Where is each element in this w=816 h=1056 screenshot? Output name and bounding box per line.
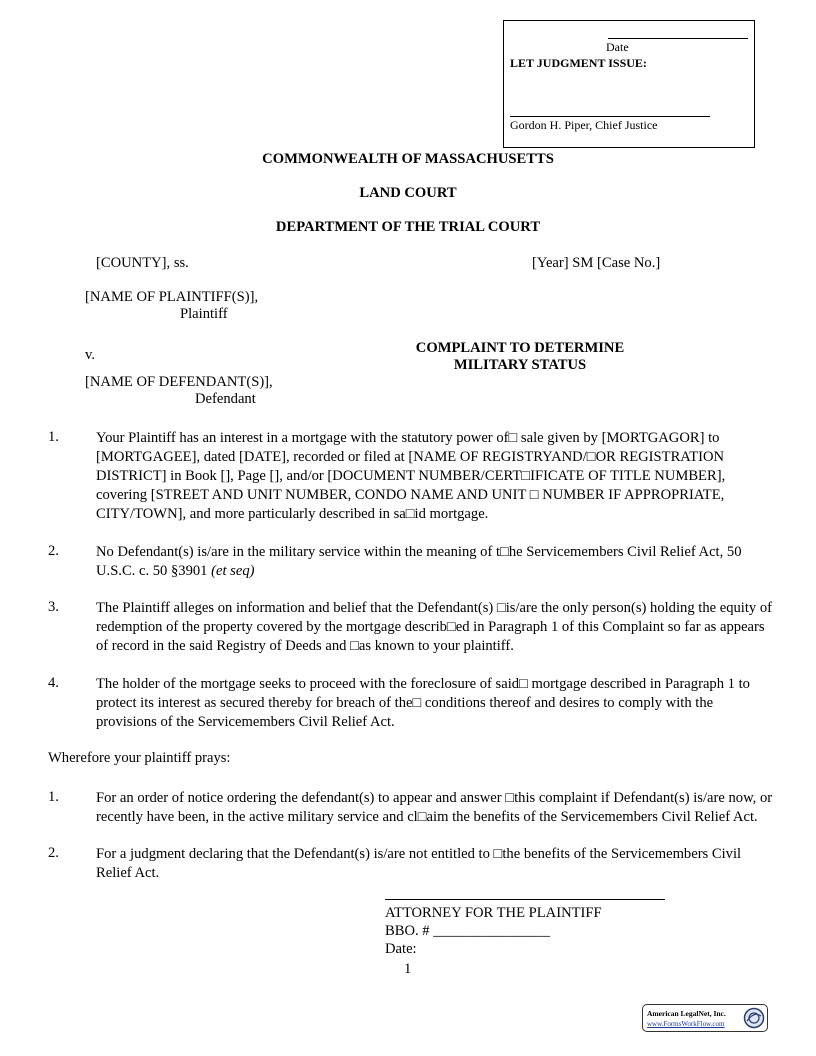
paragraph-2-text: No Defendant(s) is/are in the military service within the meaning of t□he Servicemembers Civil Relief Act, 50 U.S.C. c. 50 §3901 bbox=[96, 544, 742, 579]
american-legalnet-logo[interactable] bbox=[642, 1004, 768, 1032]
prayer-1: For an order of notice ordering the defendant(s) to appear and answer □this complaint if Defendant(s) is/are now, or recently have been, in the active military service and cl□aim the benefits of the Servicemembers Civil Relief Act. bbox=[96, 790, 773, 825]
court-heading: LAND COURT bbox=[359, 185, 457, 201]
wherefore-clause: Wherefore your plaintiff prays: bbox=[48, 750, 231, 766]
department-heading: DEPARTMENT OF THE TRIAL COURT bbox=[275, 219, 541, 235]
chief-justice-name: Gordon H. Piper, Chief Justice bbox=[510, 118, 658, 132]
judgment-box bbox=[503, 20, 755, 148]
page-number: 1 bbox=[404, 961, 412, 977]
justice-signature-line bbox=[510, 116, 710, 117]
defendant-name: [NAME OF DEFENDANT(S)], bbox=[85, 374, 273, 390]
bbo-number: BBO. # ________________ bbox=[385, 923, 550, 939]
prayer-number: 1. bbox=[48, 789, 59, 805]
attorney-signature-line bbox=[385, 899, 665, 900]
paragraph-2 bbox=[96, 543, 776, 581]
paragraph-3: The Plaintiff alleges on information and belief that the Defendant(s) □is/are the only person(s) holding the equity of redemption of the property covered by the mortgage describ□ed in Paragraph 1 of this Complaint so far as appears of record in the said Registry of Deeds and □as known to your plaintiff. bbox=[96, 600, 773, 654]
logo-company-name: American LegalNet, Inc. bbox=[647, 1009, 726, 1018]
let-judgment-issue: LET JUDGMENT ISSUE: bbox=[510, 56, 647, 70]
complaint-title-line1: COMPLAINT TO DETERMINE bbox=[415, 340, 625, 356]
county: [COUNTY], ss. bbox=[96, 255, 189, 271]
paragraph-2-italic: (et seq) bbox=[211, 563, 255, 579]
complaint-title bbox=[380, 340, 660, 374]
paragraph-number: 3. bbox=[48, 599, 59, 615]
paragraph-number: 2. bbox=[48, 543, 59, 559]
defendant-role: Defendant bbox=[195, 391, 256, 407]
paragraph-4: The holder of the mortgage seeks to proceed with the foreclosure of said□ mortgage described in Paragraph 1 to protect its interest as secured thereby for breach of the□ conditions thereof and desires to comply with the provisions of the Servicemembers Civil Relief Act. bbox=[96, 676, 750, 730]
globe-icon bbox=[743, 1007, 765, 1029]
date-signature-line bbox=[608, 38, 748, 39]
prayer-number: 2. bbox=[48, 845, 59, 861]
plaintiff-role: Plaintiff bbox=[180, 306, 228, 322]
complaint-title-line2: MILITARY STATUS bbox=[453, 357, 587, 373]
paragraph-number: 1. bbox=[48, 429, 59, 445]
logo-website-link[interactable]: www.FormsWorkFlow.com bbox=[647, 1020, 725, 1028]
date-label: Date bbox=[606, 40, 629, 54]
plaintiff-name: [NAME OF PLAINTIFF(S)], bbox=[85, 289, 259, 305]
commonwealth-heading: COMMONWEALTH OF MASSACHUSETTS bbox=[262, 151, 554, 167]
paragraph-1: Your Plaintiff has an interest in a mortgage with the statutory power of□ sale given by [MORTGAGOR] to [MORTGAGEE], dated [DATE], recorded or filed at [NAME OF REGISTRYAND/□OR REGISTRATION DISTRICT] in Book [], Page [], and/or [DOCUMENT NUMBER/CERT□IFICATE OF TITLE NUMBER], covering [STREET AND UNIT NUMBER, CONDO NAME AND UNIT □ NUMBER IF APPROPRIATE, CITY/TOWN], and more particularly described in sa□id mortgage. bbox=[96, 430, 726, 522]
attorney-label: ATTORNEY FOR THE PLAINTIFF bbox=[385, 905, 602, 921]
versus: v. bbox=[85, 347, 95, 363]
prayer-2: For a judgment declaring that the Defendant(s) is/are not entitled to □the benefits of the Servicemembers Civil Relief Act. bbox=[96, 846, 742, 881]
signature-date: Date: bbox=[385, 941, 417, 957]
paragraph-number: 4. bbox=[48, 675, 59, 691]
case-number: [Year] SM [Case No.] bbox=[532, 255, 661, 271]
